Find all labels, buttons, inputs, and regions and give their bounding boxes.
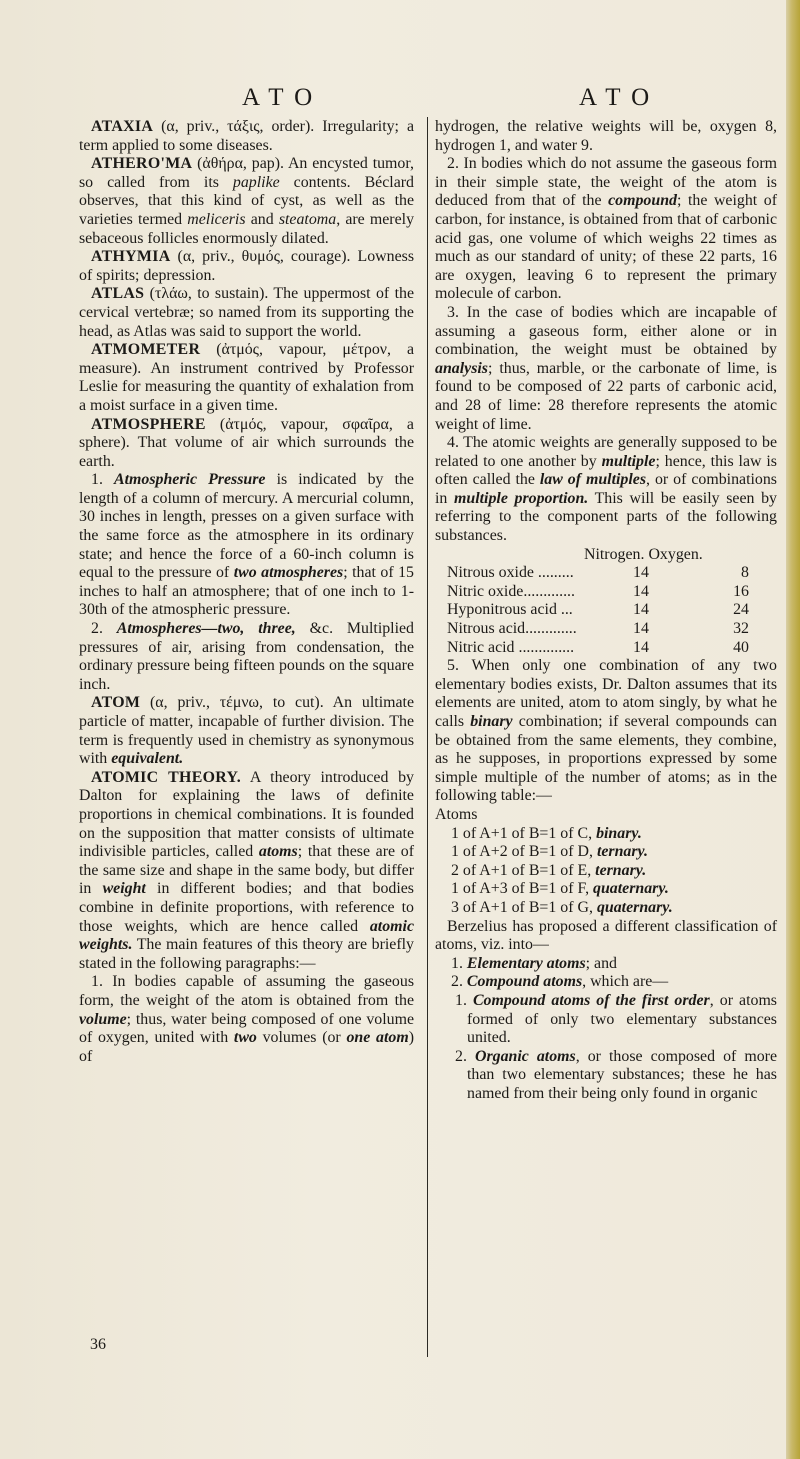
entry-atmometer: ATMOMETER (ἀτμός, vapour, μέτρον, a measure). An instrument contrived by Professor Leslie for measuring the quantity of exhalation from a moist surface in a given time. — [79, 341, 414, 414]
nitrogen-oxygen-table — [447, 564, 749, 657]
list-item: 3 of A+1 of B=1 of G, quaternary. — [451, 898, 673, 916]
list-item: 1 of A+2 of B=1 of D, ternary. — [451, 843, 648, 861]
list-item: 1 of A+1 of B=1 of C, binary. — [451, 824, 642, 842]
page-number: 36 — [90, 1336, 106, 1353]
classification-item-2-2: 2. Organic atoms, or those composed of more than two elementary substances; these he has named from their being only found in organic — [455, 1047, 777, 1102]
atoms-label: Atoms — [435, 805, 478, 823]
atomic-theory-point-3: 3. In the case of bodies which are incapable of assuming a gaseous form, either alone or in combination, the weight must be obtained by analysis; thus, marble, or the carbonate of lime, is found to be composed of 22 parts of carbonic acid, and 28 of lime: 28 therefore represents the atomic weight of lime. — [435, 303, 777, 433]
entry-athymia: ATHYMIA (α, priv., θυμός, courage). Lowness of spirits; depression. — [79, 248, 414, 284]
running-head-left: ATO — [242, 84, 324, 111]
atoms-table — [435, 806, 777, 918]
atomic-theory-point-4: 4. The atomic weights are generally supposed to be related to one another by multiple; hence, this law is often called the law of multiples, or of combinations in multiple proportion. This will be easily seen by referring to the component parts of the following substances. — [435, 434, 777, 545]
entry-atomic-theory: ATOMIC THEORY. A theory introduced by Dalton for explaining the laws of definite proportions in chemical combinations. It is founded on the supposition that matter consists of ultimate indivisible particles, called atoms; that these are of the same size and shape in the same body, but differ in weight in different bodies; and that bodies combine in definite proportions, with reference to those weights, which are hence called atomic weights. The main features of this theory are briefly stated in the following paragraphs:— — [79, 768, 414, 972]
list-item: 2 of A+1 of B=1 of E, ternary. — [451, 861, 647, 879]
list-item: 1 of A+3 of B=1 of F, quaternary. — [451, 880, 669, 898]
atomic-theory-point-1: 1. In bodies capable of assuming the gaseous form, the weight of the atom is obtained from the volume; thus, water being composed of one volume of oxygen, united with two volumes (or one atom) of — [79, 973, 415, 1065]
running-head-right: ATO — [579, 84, 661, 111]
classification-item-2-1: 1. Compound atoms of the first order, or atoms formed of only two elementary substances united. — [455, 991, 777, 1047]
atomic-theory-point-5: 5. When only one combination of any two elementary bodies exists, Dr. Dalton assumes that its elements are united, atom to atom singly, by what he calls binary combination; if several compounds can be obtained from the same elements, they combine, as he supposes, in proportions expressed by some simple multiple of the number of atoms; as in the following table:— — [435, 657, 778, 805]
entry-atom: ATOM (α, priv., τέμνω, to cut). An ultimate particle of matter, incapable of further division. The term is frequently used in chemistry as synonymous with equivalent. — [79, 694, 414, 768]
entry-atheroma: ATHERO'MA (ἀθήρα, pap). An encysted tumor, so called from its paplike contents. Béclard observes, that this kind of cyst, as well as the varieties termed meliceris and steatoma, are merely sebaceous follicles enormously dilated. — [79, 155, 415, 247]
entry-ataxia: ATAXIA (α, priv., τάξις, order). Irregularity; a term applied to some diseases. — [79, 118, 414, 154]
entry-atmospheric-pressure: 1. Atmospheric Pressure is indicated by the length of a column of mercury. A mercurial column, 30 inches in length, presses on a given surface with the same force as the atmosphere in its ordinary state; and hence the force of a 60-inch column is equal to the pressure of two atmospheres; that of 15 inches to half an atmosphere; that of one inch to 1-30th of the atmospheric pressure. — [79, 471, 414, 619]
classification-item-2: 2. Compound atoms, which are— — [451, 973, 669, 991]
table-row: Nitric acid .............. 14 40 — [447, 638, 749, 656]
column-rule — [427, 117, 428, 1357]
entry-atmosphere: ATMOSPHERE (ἀτμός, vapour, σφαῖρα, a sphere). That volume of air which surrounds the earth. — [79, 415, 414, 470]
left-column — [79, 118, 414, 1066]
entry-atmospheres-multiple: 2. Atmospheres—two, three, &c. Multiplied pressures of air, arising from condensation, the ordinary pressure being fifteen pounds on the square inch. — [79, 620, 415, 693]
table-row: Nitrous acid............. 14 32 — [447, 620, 749, 638]
table-row: Nitrous oxide ......... 14 8 — [447, 564, 749, 582]
atomic-theory-point-2: 2. In bodies which do not assume the gaseous form in their simple state, the weight of the atom is deduced from that of the compound; the weight of carbon, for instance, is obtained from that of carbonic acid gas, one volume of which weighs 22 times as much as our standard of unity; of these 22 parts, 16 are oxygen, leaving 6 to represent the primary molecule of carbon. — [435, 155, 778, 303]
classification-item-1: 1. Elementary atoms; and — [451, 954, 617, 972]
berzelius-classification: Berzelius has proposed a different classification of atoms, viz. into— — [435, 917, 777, 954]
table-row: Nitric oxide............. 14 16 — [447, 582, 749, 600]
page-edge — [786, 0, 800, 1459]
table-row: Hyponitrous acid ... 14 24 — [447, 601, 749, 619]
nitrogen-oxygen-table-header: Nitrogen. Oxygen. — [584, 545, 703, 563]
right-column — [435, 118, 777, 1103]
atomic-theory-point-1-cont: hydrogen, the relative weights will be, oxygen 8, hydrogen 1, and water 9. — [435, 118, 777, 154]
entry-atlas: ATLAS (τλάω, to sustain). The uppermost of the cervical vertebræ; so named from its supporting the head, as Atlas was said to support the world. — [79, 285, 414, 340]
